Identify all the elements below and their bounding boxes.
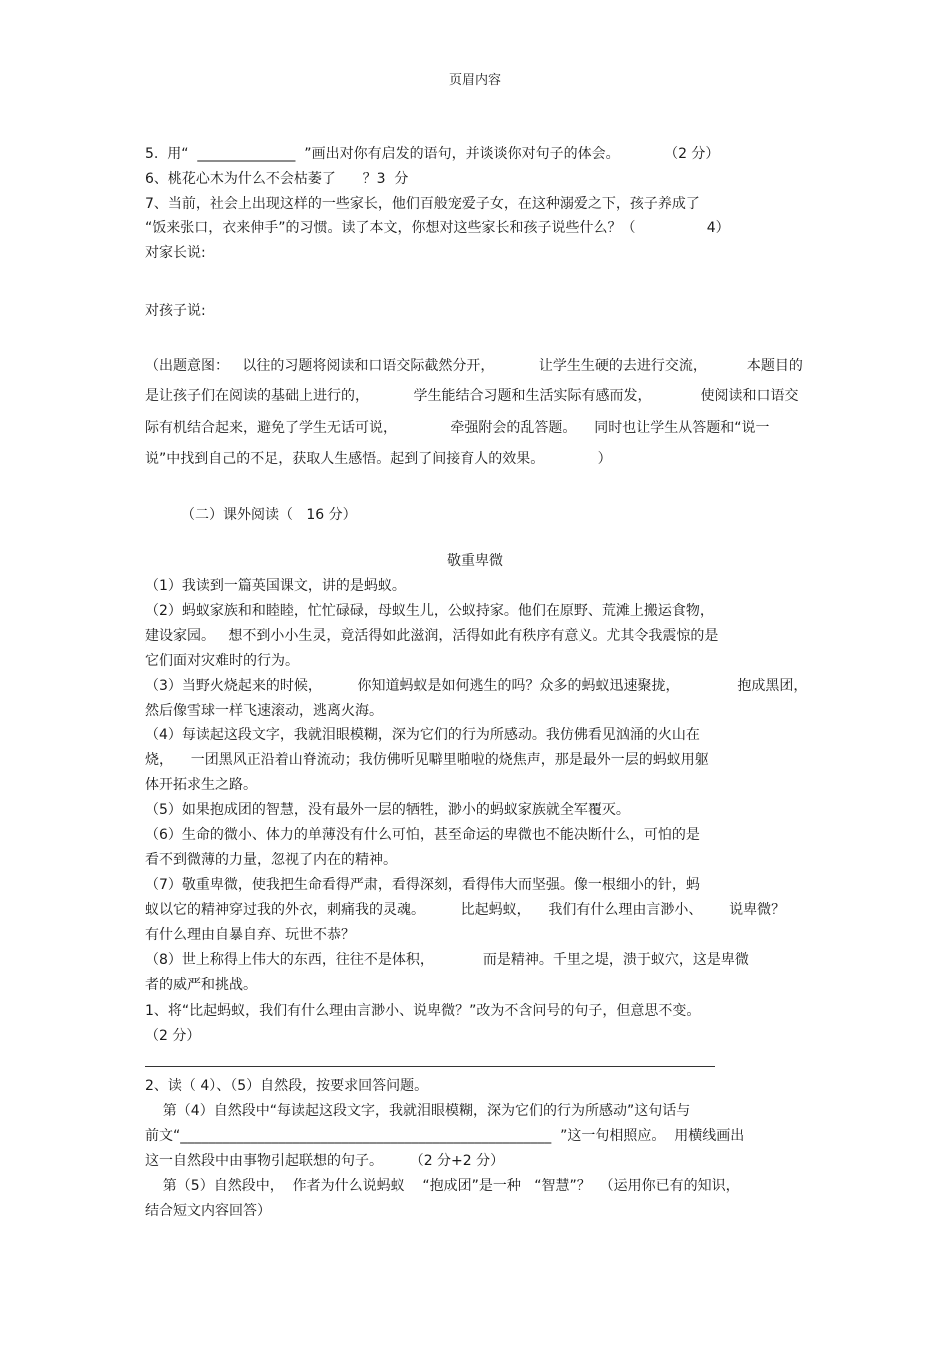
article-line: 建设家园。 想不到小小生灵，竟活得如此滋润，活得如此有秩序有意义。尤其令我震惊的是 [145, 628, 719, 644]
article-line: 体开拓求生之路。 [145, 777, 257, 793]
question-2a-line-2: 前文“_____________________________________________________ ”这一句相照应。 用横线画出 [145, 1128, 745, 1144]
design-note-line: 是让孩子们在阅读的基础上进行的， 学生能结合习题和生活实际有感而发， 使阅读和口语交 [145, 388, 799, 404]
article-title: 敬重卑微 [447, 553, 503, 569]
design-note-line: 说”中找到自己的不足，获取人生感悟。起到了间接育人的效果。 ） [145, 451, 612, 467]
question-2a-line-3: 这一自然段中由事物引起联想的句子。 （2 分+2 分） [145, 1153, 505, 1169]
question-7-line-2: “饭来张口，衣来伸手”的习惯。读了本文，你想对这些家长和孩子说些什么？（ 4） [145, 220, 730, 236]
question-2b-line-2: 结合短文内容回答） [145, 1203, 271, 1219]
to-parents-label: 对家长说: [145, 245, 206, 261]
to-children-label: 对孩子说: [145, 303, 206, 319]
article-line: 有什么理由自暴自弃、玩世不恭？ [145, 927, 355, 943]
article-line: （2）蚂蚁家族和和睦睦，忙忙碌碌，母蚁生儿，公蚁持家。他们在原野、荒滩上搬运食物， [145, 603, 714, 619]
question-2-intro: 2、读（ 4）、（5）自然段，按要求回答问题。 [145, 1078, 429, 1094]
question-6: 6、桃花心木为什么不会枯萎了 ？3 分 [145, 171, 409, 187]
question-5: 5. 用“ ______________ ”画出对你有启发的语句，并谈谈你对句子的体会。 （2 分） [145, 146, 720, 162]
section-title: （二）课外阅读（ 16 分） [181, 507, 357, 523]
question-2a-line-1: 第（4）自然段中“每读起这段文字，我就泪眼模糊，深为它们的行为所感动”这句话与 [145, 1103, 691, 1119]
answer-line [145, 1066, 715, 1067]
article-line: 它们面对灾难时的行为。 [145, 653, 299, 669]
article-line: （4）每读起这段文字，我就泪眼模糊，深为它们的行为所感动。我仿佛看见汹涌的火山在 [145, 727, 700, 743]
article-line: （1）我读到一篇英国课文，讲的是蚂蚁。 [145, 578, 406, 594]
article-line: 看不到微薄的力量，忽视了内在的精神。 [145, 852, 397, 868]
design-note-line: （出题意图： 以往的习题将阅读和口语交际截然分开， 让学生生硬的去进行交流， 本题目的 [145, 358, 803, 374]
question-1-line-2: （2 分） [145, 1028, 201, 1044]
design-note-line: 际有机结合起来，避免了学生无话可说， 牵强附会的乱答题。 同时也让学生从答题和“说一 [145, 420, 770, 436]
page-header: 页眉内容 [448, 73, 501, 88]
question-2b-line-1: 第（5）自然段中， 作者为什么说蚂蚁 “抱成团”是一种 “智慧”？ （运用你已有的知识， [145, 1178, 740, 1194]
article-line: 者的威严和挑战。 [145, 977, 257, 993]
article-line: （6）生命的微小、体力的单薄没有什么可怕，甚至命运的卑微也不能决断什么，可怕的是 [145, 827, 700, 843]
article-line: （5）如果抱成团的智慧，没有最外一层的牺牲，渺小的蚂蚁家族就全军覆灭。 [145, 802, 630, 818]
article-line: （8）世上称得上伟大的东西，往往不是体积， 而是精神。千里之堤，溃于蚁穴，这是卑微 [145, 952, 749, 968]
question-1-line-1: 1、将“比起蚂蚁，我们有什么理由言渺小、说卑微？”改为不含问号的句子，但意思不变。 [145, 1003, 701, 1019]
article-line: 然后像雪球一样飞速滚动，逃离火海。 [145, 703, 383, 719]
article-line: 蚁以它的精神穿过我的外衣，刺痛我的灵魂。 比起蚂蚁， 我们有什么理由言渺小、 说卑微？ [145, 902, 786, 918]
article-line: 烧， 一团黑风正沿着山脊流动；我仿佛听见噼里啪啦的烧焦声，那是最外一层的蚂蚁用躯 [145, 752, 709, 768]
article-line: （7）敬重卑微，使我把生命看得严肃，看得深刻，看得伟大而坚强。像一根细小的针，蚂 [145, 877, 700, 893]
question-7-line-1: 7、当前，社会上出现这样的一些家长，他们百般宠爱子女，在这种溺爱之下，孩子养成了 [145, 196, 700, 212]
article-line: （3）当野火烧起来的时候， 你知道蚂蚁是如何逃生的吗？众多的蚂蚁迅速聚拢， 抱成黑团， [145, 678, 808, 694]
